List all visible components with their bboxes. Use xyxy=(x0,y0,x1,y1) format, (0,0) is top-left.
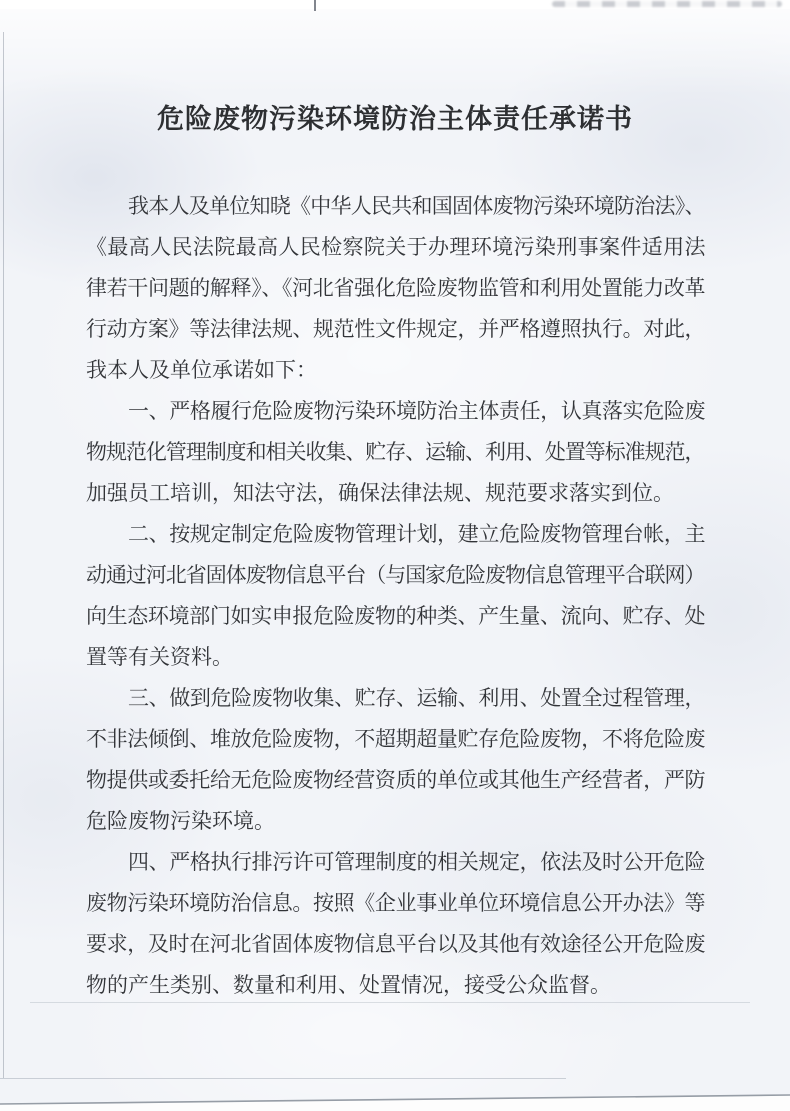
scan-crease-line xyxy=(30,1002,750,1003)
text-line: 三、做到危险废物收集、贮存、运输、利用、处置全过程管理， xyxy=(128,686,704,710)
page-edge-bottom xyxy=(0,1094,790,1111)
document-title: 危险废物污染环境防治主体责任承诺书 xyxy=(157,104,633,134)
text-line: 行动方案》等法律法规、规范性文件规定，并严格遵照执行。对此， xyxy=(86,317,704,341)
text-line: 四、严格执行排污许可管理制度的相关规定，依法及时公开危险 xyxy=(128,850,704,874)
text-line: 向生态环境部门如实申报危险废物的种类、产生量、流向、贮存、处 xyxy=(86,604,704,628)
text-line: 物的产生类别、数量和利用、处置情况，接受公众监督。 xyxy=(86,973,611,997)
text-line: 动通过河北省固体废物信息平台（与国家危险废物信息管理平合联网） xyxy=(86,563,704,587)
text-line: 要求，及时在河北省固体废物信息平台以及其他有效途径公开危险废 xyxy=(86,932,704,956)
page-edge-left-line xyxy=(3,32,4,1078)
text-line: 律若干问题的解释》、《河北省强化危险废物监管和利用处置能力改革 xyxy=(86,276,704,300)
text-line: 废物污染环境防治信息。按照《企业事业单位环境信息公开办法》等 xyxy=(86,891,704,915)
scan-smudge xyxy=(552,1,782,7)
text-line: 二、按规定制定危险废物管理计划，建立危险废物管理台帐，主 xyxy=(128,522,704,546)
text-line: 我本人及单位承诺如下： xyxy=(86,358,317,382)
scan-tick-mark xyxy=(314,0,316,11)
scan-edge-top xyxy=(0,0,790,9)
scan-crease-line xyxy=(0,1078,566,1079)
document-body xyxy=(86,186,704,1006)
text-line: 物规范化管理制度和相关收集、贮存、运输、利用、处置等标准规范， xyxy=(86,440,704,464)
text-line: 加强员工培训，知法守法，确保法律法规、规范要求落实到位。 xyxy=(86,481,674,505)
text-line: 危险废物污染环境。 xyxy=(86,809,275,833)
text-line: 物提供或委托给无危险废物经营资质的单位或其他生产经营者，严防 xyxy=(86,768,704,792)
text-line: 置等有关资料。 xyxy=(86,645,233,669)
text-line: 不非法倾倒、堆放危险废物，不超期超量贮存危险废物，不将危险废 xyxy=(86,727,704,751)
text-line: 《最高人民法院最高人民检察院关于办理环境污染刑事案件适用法 xyxy=(86,235,704,259)
text-line: 我本人及单位知晓《中华人民共和国固体废物污染环境防治法》、 xyxy=(128,194,704,218)
text-line: 一、严格履行危险废物污染环境防治主体责任，认真落实危险废 xyxy=(128,399,704,423)
